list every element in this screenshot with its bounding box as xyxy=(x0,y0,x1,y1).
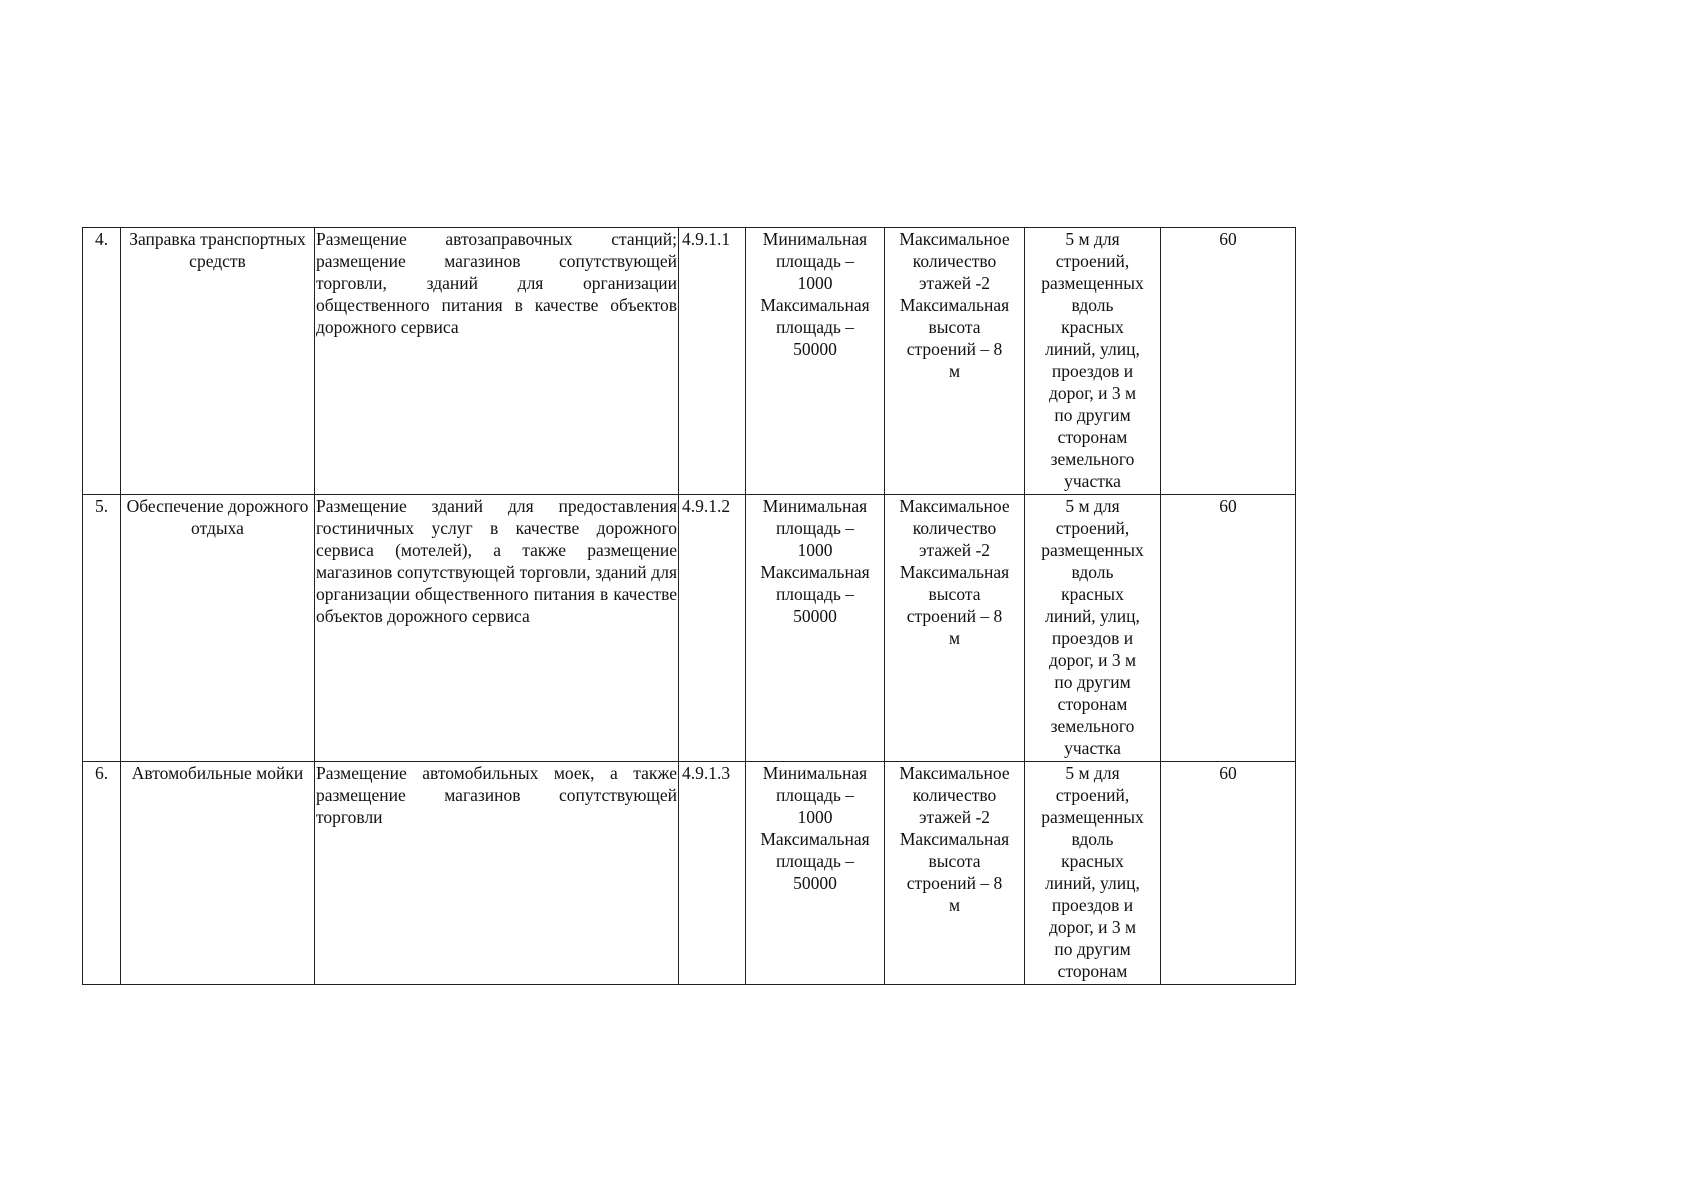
floor-limits xyxy=(885,762,1025,985)
use-description xyxy=(315,762,679,985)
coverage-percent: 60 xyxy=(1161,228,1296,495)
floor-limits-text: Максимальное количество этажей -2 Максимальная высота строений – 8 м xyxy=(899,229,1010,381)
use-description-text: Размещение автозаправочных станций; размещение магазинов сопутствующей торговли, зданий для организации общественного питания в качестве объектов дорожного сервиса xyxy=(316,229,677,337)
row-number: 5. xyxy=(83,495,121,762)
use-code: 4.9.1.2 xyxy=(679,495,746,762)
area-limits-text: Минимальная площадь – 1000 Максимальная площадь – 50000 xyxy=(760,496,870,626)
row-number: 6. xyxy=(83,762,121,985)
area-limits xyxy=(746,762,885,985)
use-description-text: Размещение автомобильных моек, а также размещение магазинов сопутствующей торговли xyxy=(316,763,677,827)
setback-limits-text: 5 м для строений, размещенных вдоль красных линий, улиц, проездов и дорог, и 3 м по другим сторонам земельного участка xyxy=(1041,496,1144,758)
floor-limits xyxy=(885,495,1025,762)
floor-limits xyxy=(885,228,1025,495)
floor-limits-text: Максимальное количество этажей -2 Максимальная высота строений – 8 м xyxy=(899,496,1010,648)
area-limits xyxy=(746,495,885,762)
row-number: 4. xyxy=(83,228,121,495)
land-use-table xyxy=(82,227,1296,985)
use-description xyxy=(315,495,679,762)
use-code: 4.9.1.3 xyxy=(679,762,746,985)
use-description-text: Размещение зданий для предоставления гостиничных услуг в качестве дорожного сервиса (мотелей), а также размещение магазинов сопутствующей торговли, зданий для организации общественного питания в качестве объектов дорожного сервиса xyxy=(316,496,677,626)
area-limits xyxy=(746,228,885,495)
use-name: Обеспечение дорожного отдыха xyxy=(121,495,315,762)
setback-limits-text: 5 м для строений, размещенных вдоль красных линий, улиц, проездов и дорог, и 3 м по другим сторонам земельного участка xyxy=(1041,229,1144,491)
table-row xyxy=(83,228,1296,495)
area-limits-text: Минимальная площадь – 1000 Максимальная площадь – 50000 xyxy=(760,763,870,893)
setback-limits xyxy=(1025,228,1161,495)
use-description xyxy=(315,228,679,495)
table-row xyxy=(83,762,1296,985)
use-name: Автомобильные мойки xyxy=(121,762,315,985)
coverage-percent: 60 xyxy=(1161,495,1296,762)
setback-limits xyxy=(1025,762,1161,985)
coverage-percent: 60 xyxy=(1161,762,1296,985)
area-limits-text: Минимальная площадь – 1000 Максимальная площадь – 50000 xyxy=(760,229,870,359)
use-code: 4.9.1.1 xyxy=(679,228,746,495)
floor-limits-text: Максимальное количество этажей -2 Максимальная высота строений – 8 м xyxy=(899,763,1010,915)
table-row xyxy=(83,495,1296,762)
setback-limits xyxy=(1025,495,1161,762)
use-name: Заправка транспортных средств xyxy=(121,228,315,495)
setback-limits-text: 5 м для строений, размещенных вдоль красных линий, улиц, проездов и дорог, и 3 м по другим сторонам xyxy=(1041,763,1144,981)
